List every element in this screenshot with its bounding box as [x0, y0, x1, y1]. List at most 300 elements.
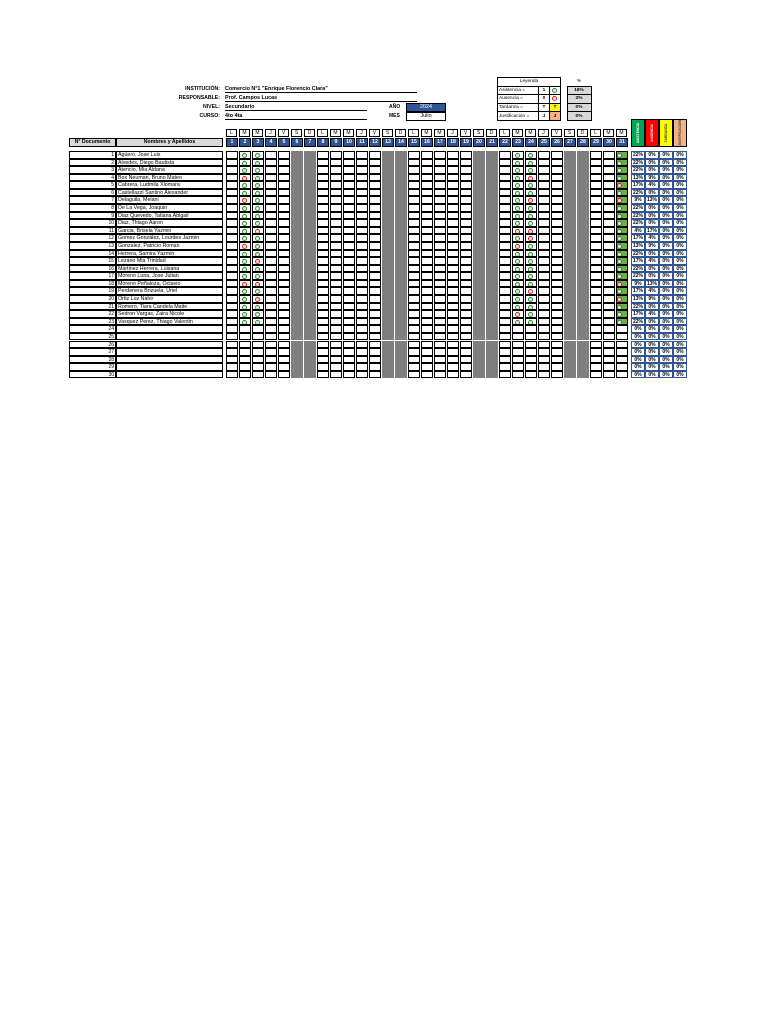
attendance-cell[interactable]	[291, 348, 303, 356]
anio-value[interactable]: 2024	[406, 103, 446, 112]
attendance-cell[interactable]	[343, 227, 355, 235]
attendance-cell[interactable]	[551, 181, 563, 189]
attendance-cell[interactable]	[577, 363, 589, 371]
attendance-cell[interactable]	[577, 341, 589, 349]
attendance-cell[interactable]	[369, 363, 381, 371]
attendance-cell[interactable]	[473, 242, 485, 250]
attendance-cell[interactable]	[499, 174, 511, 182]
attendance-cell[interactable]	[343, 204, 355, 212]
attendance-cell[interactable]	[395, 250, 407, 258]
attendance-cell[interactable]	[408, 371, 420, 379]
attendance-cell[interactable]	[395, 227, 407, 235]
attendance-cell[interactable]	[499, 250, 511, 258]
day-number[interactable]: 11	[356, 138, 368, 147]
attendance-cell[interactable]	[434, 159, 446, 167]
attendance-cell[interactable]	[291, 295, 303, 303]
attendance-cell[interactable]	[252, 174, 264, 182]
attendance-cell[interactable]	[512, 371, 524, 379]
attendance-cell[interactable]	[369, 272, 381, 280]
attendance-cell[interactable]	[278, 295, 290, 303]
attendance-cell[interactable]	[590, 212, 602, 220]
attendance-cell[interactable]	[577, 257, 589, 265]
attendance-cell[interactable]	[226, 310, 238, 318]
attendance-cell[interactable]	[473, 295, 485, 303]
attendance-cell[interactable]	[304, 356, 316, 364]
attendance-cell[interactable]	[226, 227, 238, 235]
attendance-cell[interactable]	[551, 257, 563, 265]
student-name[interactable]: Delaguila, Melani	[116, 196, 223, 204]
day-number[interactable]: 2	[239, 138, 251, 147]
attendance-cell[interactable]	[304, 310, 316, 318]
attendance-cell[interactable]	[447, 234, 459, 242]
attendance-cell[interactable]	[226, 212, 238, 220]
attendance-cell[interactable]	[473, 204, 485, 212]
attendance-cell[interactable]	[330, 303, 342, 311]
attendance-cell[interactable]	[408, 287, 420, 295]
attendance-cell[interactable]	[317, 265, 329, 273]
attendance-cell[interactable]	[447, 265, 459, 273]
student-name[interactable]	[116, 348, 223, 356]
attendance-cell[interactable]	[252, 234, 264, 242]
attendance-cell[interactable]	[434, 371, 446, 379]
attendance-cell[interactable]	[356, 242, 368, 250]
attendance-cell[interactable]	[408, 181, 420, 189]
attendance-cell[interactable]	[265, 265, 277, 273]
attendance-cell[interactable]	[551, 196, 563, 204]
attendance-cell[interactable]	[369, 227, 381, 235]
attendance-cell[interactable]	[330, 166, 342, 174]
attendance-cell[interactable]	[538, 234, 550, 242]
attendance-cell[interactable]	[226, 272, 238, 280]
attendance-cell[interactable]	[473, 310, 485, 318]
attendance-cell[interactable]	[226, 325, 238, 333]
attendance-cell[interactable]	[239, 196, 251, 204]
attendance-cell[interactable]	[551, 204, 563, 212]
attendance-cell[interactable]	[330, 280, 342, 288]
attendance-cell[interactable]	[421, 174, 433, 182]
attendance-cell[interactable]	[590, 287, 602, 295]
attendance-cell[interactable]	[343, 287, 355, 295]
attendance-cell[interactable]	[499, 204, 511, 212]
attendance-cell[interactable]	[421, 219, 433, 227]
day-number[interactable]: 31	[616, 138, 628, 147]
attendance-cell[interactable]	[512, 166, 524, 174]
attendance-cell[interactable]	[564, 212, 576, 220]
attendance-cell[interactable]	[291, 242, 303, 250]
attendance-cell[interactable]	[408, 295, 420, 303]
attendance-cell[interactable]	[525, 348, 537, 356]
attendance-cell[interactable]	[551, 265, 563, 273]
attendance-cell[interactable]	[421, 257, 433, 265]
attendance-cell[interactable]	[590, 242, 602, 250]
attendance-cell[interactable]	[369, 333, 381, 341]
attendance-cell[interactable]	[551, 318, 563, 326]
attendance-cell[interactable]	[317, 174, 329, 182]
attendance-cell[interactable]	[369, 212, 381, 220]
attendance-cell[interactable]	[291, 204, 303, 212]
attendance-cell[interactable]	[525, 159, 537, 167]
attendance-cell[interactable]	[317, 196, 329, 204]
attendance-cell[interactable]	[408, 303, 420, 311]
attendance-cell[interactable]	[369, 159, 381, 167]
attendance-cell[interactable]	[408, 272, 420, 280]
attendance-cell[interactable]	[577, 265, 589, 273]
attendance-cell[interactable]	[616, 166, 628, 174]
attendance-cell[interactable]	[473, 363, 485, 371]
attendance-cell[interactable]	[603, 265, 615, 273]
day-number[interactable]: 16	[421, 138, 433, 147]
attendance-cell[interactable]	[538, 189, 550, 197]
attendance-cell[interactable]	[382, 310, 394, 318]
attendance-cell[interactable]	[434, 356, 446, 364]
day-number[interactable]: 27	[564, 138, 576, 147]
attendance-cell[interactable]	[460, 325, 472, 333]
attendance-cell[interactable]	[538, 257, 550, 265]
attendance-cell[interactable]	[239, 333, 251, 341]
attendance-cell[interactable]	[317, 310, 329, 318]
attendance-cell[interactable]	[252, 318, 264, 326]
attendance-cell[interactable]	[369, 318, 381, 326]
attendance-cell[interactable]	[577, 196, 589, 204]
attendance-cell[interactable]	[486, 227, 498, 235]
attendance-cell[interactable]	[538, 295, 550, 303]
attendance-cell[interactable]	[408, 242, 420, 250]
attendance-cell[interactable]	[317, 204, 329, 212]
attendance-cell[interactable]	[538, 310, 550, 318]
attendance-cell[interactable]	[564, 196, 576, 204]
attendance-cell[interactable]	[434, 151, 446, 159]
attendance-cell[interactable]	[525, 181, 537, 189]
attendance-cell[interactable]	[525, 341, 537, 349]
attendance-cell[interactable]	[564, 250, 576, 258]
attendance-cell[interactable]	[486, 318, 498, 326]
attendance-cell[interactable]	[226, 371, 238, 379]
attendance-cell[interactable]	[369, 174, 381, 182]
attendance-cell[interactable]	[330, 257, 342, 265]
attendance-cell[interactable]	[291, 181, 303, 189]
attendance-cell[interactable]	[486, 234, 498, 242]
day-number[interactable]: 24	[525, 138, 537, 147]
attendance-cell[interactable]	[603, 181, 615, 189]
attendance-cell[interactable]	[616, 234, 628, 242]
attendance-cell[interactable]	[382, 227, 394, 235]
attendance-cell[interactable]	[408, 363, 420, 371]
attendance-cell[interactable]	[356, 287, 368, 295]
attendance-cell[interactable]	[239, 272, 251, 280]
attendance-cell[interactable]	[473, 325, 485, 333]
attendance-cell[interactable]	[382, 295, 394, 303]
attendance-cell[interactable]	[486, 295, 498, 303]
attendance-cell[interactable]	[343, 234, 355, 242]
attendance-cell[interactable]	[525, 242, 537, 250]
attendance-cell[interactable]	[434, 280, 446, 288]
attendance-cell[interactable]	[382, 219, 394, 227]
attendance-cell[interactable]	[447, 189, 459, 197]
attendance-cell[interactable]	[356, 272, 368, 280]
attendance-cell[interactable]	[265, 242, 277, 250]
attendance-cell[interactable]	[421, 363, 433, 371]
attendance-cell[interactable]	[603, 295, 615, 303]
attendance-cell[interactable]	[499, 212, 511, 220]
attendance-cell[interactable]	[291, 265, 303, 273]
attendance-cell[interactable]	[564, 341, 576, 349]
attendance-cell[interactable]	[226, 341, 238, 349]
attendance-cell[interactable]	[330, 371, 342, 379]
attendance-cell[interactable]	[447, 242, 459, 250]
day-number[interactable]: 14	[395, 138, 407, 147]
attendance-cell[interactable]	[486, 219, 498, 227]
attendance-cell[interactable]	[525, 166, 537, 174]
attendance-cell[interactable]	[512, 181, 524, 189]
attendance-cell[interactable]	[486, 371, 498, 379]
attendance-cell[interactable]	[252, 189, 264, 197]
attendance-cell[interactable]	[278, 204, 290, 212]
attendance-cell[interactable]	[356, 227, 368, 235]
attendance-cell[interactable]	[590, 356, 602, 364]
attendance-cell[interactable]	[512, 265, 524, 273]
attendance-cell[interactable]	[434, 318, 446, 326]
attendance-cell[interactable]	[525, 196, 537, 204]
attendance-cell[interactable]	[395, 181, 407, 189]
attendance-cell[interactable]	[486, 189, 498, 197]
student-name[interactable]: Herrera, Samira Yazmin	[116, 250, 223, 258]
attendance-cell[interactable]	[551, 333, 563, 341]
attendance-cell[interactable]	[395, 189, 407, 197]
attendance-cell[interactable]	[356, 341, 368, 349]
attendance-cell[interactable]	[343, 348, 355, 356]
attendance-cell[interactable]	[447, 363, 459, 371]
attendance-cell[interactable]	[447, 151, 459, 159]
attendance-cell[interactable]	[577, 333, 589, 341]
attendance-cell[interactable]	[551, 325, 563, 333]
attendance-cell[interactable]	[525, 227, 537, 235]
attendance-cell[interactable]	[525, 212, 537, 220]
attendance-cell[interactable]	[330, 325, 342, 333]
attendance-cell[interactable]	[434, 227, 446, 235]
day-number[interactable]: 29	[590, 138, 602, 147]
attendance-cell[interactable]	[369, 265, 381, 273]
attendance-cell[interactable]	[460, 166, 472, 174]
attendance-cell[interactable]	[447, 356, 459, 364]
attendance-cell[interactable]	[252, 212, 264, 220]
attendance-cell[interactable]	[421, 212, 433, 220]
attendance-cell[interactable]	[291, 363, 303, 371]
attendance-cell[interactable]	[382, 341, 394, 349]
attendance-cell[interactable]	[395, 265, 407, 273]
attendance-cell[interactable]	[590, 348, 602, 356]
attendance-cell[interactable]	[330, 159, 342, 167]
attendance-cell[interactable]	[395, 295, 407, 303]
attendance-cell[interactable]	[577, 318, 589, 326]
attendance-cell[interactable]	[291, 234, 303, 242]
attendance-cell[interactable]	[447, 287, 459, 295]
attendance-cell[interactable]	[239, 287, 251, 295]
attendance-cell[interactable]	[590, 295, 602, 303]
attendance-cell[interactable]	[395, 348, 407, 356]
attendance-cell[interactable]	[499, 325, 511, 333]
attendance-cell[interactable]	[343, 250, 355, 258]
attendance-cell[interactable]	[421, 333, 433, 341]
attendance-cell[interactable]	[278, 325, 290, 333]
attendance-cell[interactable]	[577, 227, 589, 235]
attendance-cell[interactable]	[317, 363, 329, 371]
attendance-cell[interactable]	[356, 265, 368, 273]
attendance-cell[interactable]	[616, 280, 628, 288]
attendance-cell[interactable]	[577, 212, 589, 220]
attendance-cell[interactable]	[590, 219, 602, 227]
attendance-cell[interactable]	[434, 242, 446, 250]
attendance-cell[interactable]	[538, 250, 550, 258]
attendance-cell[interactable]	[421, 265, 433, 273]
student-name[interactable]: Diaz Quevedo, Tatiana Abigail	[116, 212, 223, 220]
attendance-cell[interactable]	[226, 356, 238, 364]
attendance-cell[interactable]	[512, 234, 524, 242]
attendance-cell[interactable]	[291, 318, 303, 326]
attendance-cell[interactable]	[226, 318, 238, 326]
attendance-cell[interactable]	[291, 174, 303, 182]
attendance-cell[interactable]	[343, 280, 355, 288]
attendance-cell[interactable]	[577, 295, 589, 303]
attendance-cell[interactable]	[278, 174, 290, 182]
attendance-cell[interactable]	[486, 242, 498, 250]
attendance-cell[interactable]	[304, 303, 316, 311]
attendance-cell[interactable]	[499, 341, 511, 349]
attendance-cell[interactable]	[304, 371, 316, 379]
attendance-cell[interactable]	[434, 341, 446, 349]
attendance-cell[interactable]	[551, 363, 563, 371]
attendance-cell[interactable]	[304, 265, 316, 273]
attendance-cell[interactable]	[395, 159, 407, 167]
attendance-cell[interactable]	[265, 371, 277, 379]
attendance-cell[interactable]	[473, 280, 485, 288]
attendance-cell[interactable]	[577, 234, 589, 242]
attendance-cell[interactable]	[603, 219, 615, 227]
attendance-cell[interactable]	[239, 219, 251, 227]
attendance-cell[interactable]	[239, 250, 251, 258]
attendance-cell[interactable]	[473, 159, 485, 167]
attendance-cell[interactable]	[304, 280, 316, 288]
attendance-cell[interactable]	[551, 272, 563, 280]
attendance-cell[interactable]	[538, 280, 550, 288]
attendance-cell[interactable]	[460, 250, 472, 258]
attendance-cell[interactable]	[421, 272, 433, 280]
attendance-cell[interactable]	[278, 212, 290, 220]
attendance-cell[interactable]	[460, 310, 472, 318]
attendance-cell[interactable]	[382, 204, 394, 212]
attendance-cell[interactable]	[525, 257, 537, 265]
attendance-cell[interactable]	[239, 341, 251, 349]
attendance-cell[interactable]	[577, 159, 589, 167]
attendance-cell[interactable]	[278, 189, 290, 197]
attendance-cell[interactable]	[291, 219, 303, 227]
attendance-cell[interactable]	[499, 234, 511, 242]
attendance-cell[interactable]	[577, 204, 589, 212]
attendance-cell[interactable]	[538, 174, 550, 182]
attendance-cell[interactable]	[434, 181, 446, 189]
attendance-cell[interactable]	[486, 333, 498, 341]
attendance-cell[interactable]	[382, 189, 394, 197]
attendance-cell[interactable]	[395, 257, 407, 265]
attendance-cell[interactable]	[265, 159, 277, 167]
attendance-cell[interactable]	[304, 166, 316, 174]
attendance-cell[interactable]	[447, 325, 459, 333]
attendance-cell[interactable]	[278, 333, 290, 341]
attendance-cell[interactable]	[486, 250, 498, 258]
attendance-cell[interactable]	[473, 257, 485, 265]
attendance-cell[interactable]	[551, 295, 563, 303]
student-name[interactable]	[116, 341, 223, 349]
attendance-cell[interactable]	[408, 204, 420, 212]
attendance-cell[interactable]	[434, 295, 446, 303]
student-name[interactable]: Gonzalez, Patricio Roman	[116, 242, 223, 250]
responsable-value[interactable]: Prof. Campos Lucas	[225, 95, 417, 102]
attendance-cell[interactable]	[603, 234, 615, 242]
attendance-cell[interactable]	[590, 363, 602, 371]
attendance-cell[interactable]	[616, 250, 628, 258]
day-number[interactable]: 10	[343, 138, 355, 147]
curso-value[interactable]: 4to 4ta	[225, 113, 367, 120]
attendance-cell[interactable]	[382, 348, 394, 356]
student-name[interactable]: De La Vega, Joaquin	[116, 204, 223, 212]
attendance-cell[interactable]	[408, 348, 420, 356]
attendance-cell[interactable]	[577, 310, 589, 318]
attendance-cell[interactable]	[356, 212, 368, 220]
attendance-cell[interactable]	[382, 371, 394, 379]
attendance-cell[interactable]	[590, 310, 602, 318]
attendance-cell[interactable]	[603, 227, 615, 235]
attendance-cell[interactable]	[473, 318, 485, 326]
attendance-cell[interactable]	[369, 310, 381, 318]
attendance-cell[interactable]	[486, 272, 498, 280]
attendance-cell[interactable]	[603, 272, 615, 280]
attendance-cell[interactable]	[564, 242, 576, 250]
attendance-cell[interactable]	[590, 318, 602, 326]
attendance-cell[interactable]	[512, 363, 524, 371]
attendance-cell[interactable]	[278, 234, 290, 242]
attendance-cell[interactable]	[291, 356, 303, 364]
attendance-cell[interactable]	[538, 325, 550, 333]
attendance-cell[interactable]	[317, 371, 329, 379]
attendance-cell[interactable]	[252, 242, 264, 250]
attendance-cell[interactable]	[239, 325, 251, 333]
attendance-cell[interactable]	[265, 189, 277, 197]
attendance-cell[interactable]	[499, 333, 511, 341]
attendance-cell[interactable]	[330, 189, 342, 197]
attendance-cell[interactable]	[343, 257, 355, 265]
attendance-cell[interactable]	[265, 356, 277, 364]
attendance-cell[interactable]	[278, 265, 290, 273]
attendance-cell[interactable]	[603, 363, 615, 371]
attendance-cell[interactable]	[616, 257, 628, 265]
attendance-cell[interactable]	[421, 341, 433, 349]
attendance-cell[interactable]	[577, 219, 589, 227]
attendance-cell[interactable]	[265, 250, 277, 258]
attendance-cell[interactable]	[265, 280, 277, 288]
attendance-cell[interactable]	[473, 166, 485, 174]
attendance-cell[interactable]	[304, 204, 316, 212]
attendance-cell[interactable]	[252, 356, 264, 364]
attendance-cell[interactable]	[265, 174, 277, 182]
attendance-cell[interactable]	[265, 257, 277, 265]
attendance-cell[interactable]	[434, 250, 446, 258]
attendance-cell[interactable]	[538, 242, 550, 250]
attendance-cell[interactable]	[239, 318, 251, 326]
attendance-cell[interactable]	[616, 159, 628, 167]
attendance-cell[interactable]	[564, 189, 576, 197]
attendance-cell[interactable]	[278, 341, 290, 349]
attendance-cell[interactable]	[356, 166, 368, 174]
attendance-cell[interactable]	[304, 318, 316, 326]
